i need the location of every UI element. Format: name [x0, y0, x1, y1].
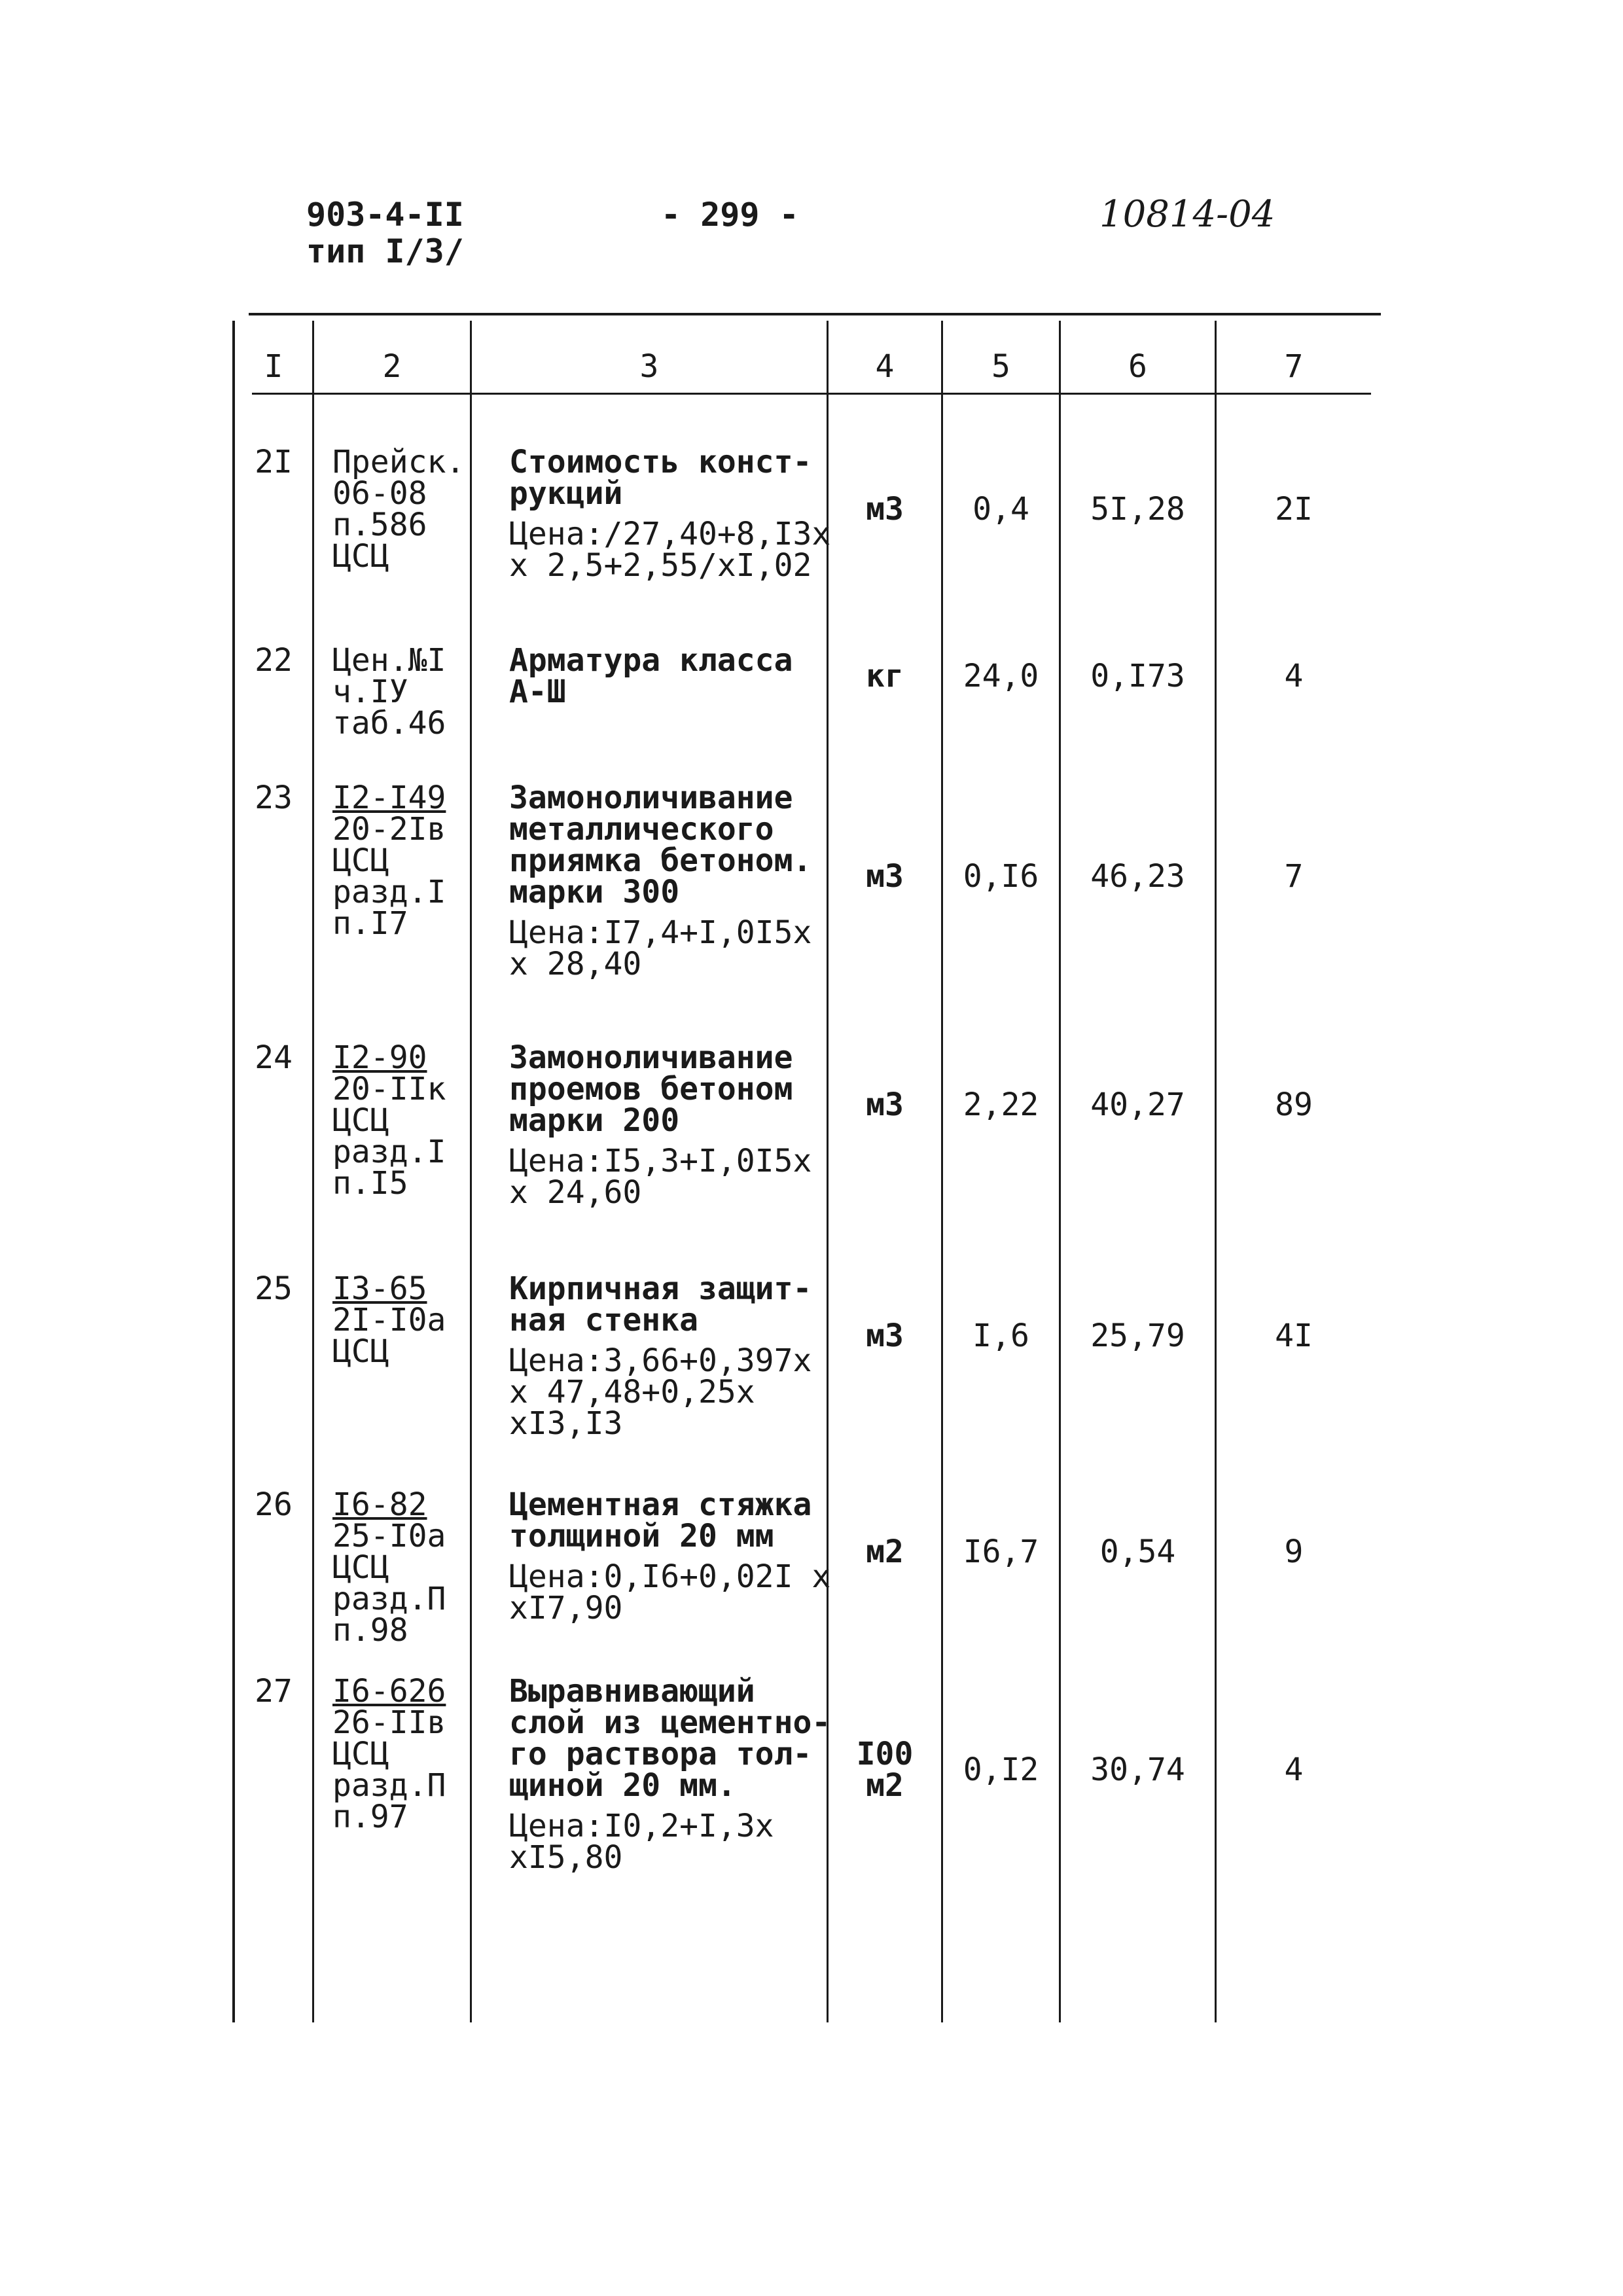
total-cost: 4: [1284, 658, 1304, 694]
work-description: марки 300: [509, 874, 680, 910]
work-description: го раствора тол-: [509, 1736, 812, 1772]
row-number: 25: [255, 1270, 293, 1307]
work-description: проемов бетоном: [509, 1071, 793, 1107]
work-description: ная стенка: [509, 1302, 698, 1338]
work-description: A-Ш: [509, 673, 566, 710]
source-reference: ЦСЦ: [332, 1549, 389, 1586]
unit-cost: 0,I73: [1090, 658, 1185, 694]
quantity: I6,7: [963, 1534, 1039, 1570]
source-reference: 26-IIв: [332, 1704, 446, 1741]
source-reference: ЦСЦ: [332, 1333, 389, 1370]
source-reference: разд.I: [332, 1134, 446, 1170]
page-number: - 299 -: [661, 196, 799, 234]
source-reference: ЦСЦ: [332, 842, 389, 879]
work-description: металлического: [509, 811, 774, 848]
work-description: Замоноличивание: [509, 1039, 793, 1076]
price-formula: xI7,90: [509, 1590, 623, 1626]
row-number: 27: [255, 1673, 293, 1710]
unit-cost: 0,54: [1099, 1534, 1176, 1570]
work-description: рукций: [509, 475, 623, 512]
source-reference: I6-626: [332, 1673, 446, 1710]
quantity: 0,I2: [963, 1751, 1039, 1788]
price-formula: x 28,40: [509, 946, 642, 982]
source-reference: п.98: [332, 1612, 408, 1649]
unit: м2: [866, 1534, 904, 1570]
price-formula: Цена:I7,4+I,0I5x: [509, 914, 812, 951]
source-reference: 2I-I0a: [332, 1302, 446, 1338]
source-reference: I3-65: [332, 1270, 427, 1307]
unit-cost: 25,79: [1090, 1318, 1185, 1354]
source-reference: 25-I0a: [332, 1518, 446, 1554]
total-cost: 9: [1284, 1534, 1304, 1570]
quantity: 24,0: [963, 658, 1039, 694]
unit: м3: [866, 491, 904, 528]
source-reference: Прейск.: [332, 444, 465, 480]
source-reference: I2-90: [332, 1039, 427, 1076]
document-type: тип I/3/: [306, 232, 464, 270]
column-header: 3: [639, 348, 659, 385]
source-reference: 06-08: [332, 475, 427, 512]
row-number: 26: [255, 1486, 293, 1523]
unit-cost: 30,74: [1090, 1751, 1185, 1788]
unit: м3: [866, 1318, 904, 1354]
source-reference: п.586: [332, 507, 427, 543]
work-description: Выравнивающий: [509, 1673, 755, 1710]
document-code: 903-4-II: [306, 196, 464, 234]
source-reference: п.97: [332, 1799, 408, 1835]
column-header: 2: [382, 348, 402, 385]
price-formula: Цена:I0,2+I,3x: [509, 1808, 774, 1844]
total-cost: 2I: [1275, 491, 1313, 528]
quantity: 0,I6: [963, 858, 1039, 895]
work-description: Цементная стяжка: [509, 1486, 812, 1523]
work-description: приямка бетоном.: [509, 842, 812, 879]
price-formula: xI5,80: [509, 1839, 623, 1876]
source-reference: разд.П: [332, 1767, 446, 1804]
total-cost: 7: [1284, 858, 1304, 895]
row-number: 22: [255, 642, 293, 679]
unit: I00 м2: [856, 1736, 914, 1804]
source-reference: п.I7: [332, 905, 408, 942]
source-reference: ЦСЦ: [332, 1736, 389, 1772]
source-reference: п.I5: [332, 1165, 408, 1202]
quantity: I,6: [972, 1318, 1029, 1354]
column-header: 7: [1284, 348, 1304, 385]
work-description: марки 200: [509, 1102, 680, 1139]
column-header: 6: [1128, 348, 1147, 385]
price-formula: x 2,5+2,55/xI,02: [509, 547, 812, 584]
row-number: 23: [255, 780, 293, 816]
source-reference: ЦСЦ: [332, 1102, 389, 1139]
price-formula: Цена:3,66+0,397x: [509, 1342, 812, 1379]
work-description: щиной 20 мм.: [509, 1767, 736, 1804]
price-formula: Цена:/27,40+8,I3x: [509, 516, 831, 552]
column-border: [232, 321, 235, 2022]
source-reference: таб.46: [332, 705, 446, 742]
unit: м3: [866, 858, 904, 895]
source-reference: ч.IУ: [332, 673, 408, 710]
price-formula: Цена:0,I6+0,02I x: [509, 1558, 831, 1595]
unit: кг: [866, 658, 904, 694]
unit-cost: 5I,28: [1090, 491, 1185, 528]
column-border: [312, 321, 314, 2022]
price-formula: x 24,60: [509, 1174, 642, 1211]
price-formula: x 47,48+0,25x: [509, 1374, 755, 1410]
source-reference: I2-I49: [332, 780, 446, 816]
source-reference: разд.I: [332, 874, 446, 910]
work-description: Замоноличивание: [509, 780, 793, 816]
price-formula: Цена:I5,3+I,0I5x: [509, 1143, 812, 1179]
column-border: [470, 321, 472, 2022]
work-description: толщиной 20 мм: [509, 1518, 774, 1554]
column-header: 5: [991, 348, 1010, 385]
unit-cost: 40,27: [1090, 1086, 1185, 1123]
row-number: 2I: [255, 444, 293, 480]
source-reference: 20-2Iв: [332, 811, 446, 848]
source-reference: I6-82: [332, 1486, 427, 1523]
total-cost: 4: [1284, 1751, 1304, 1788]
source-reference: ЦСЦ: [332, 538, 389, 575]
source-reference: Цен.№I: [332, 642, 446, 679]
quantity: 0,4: [972, 491, 1029, 528]
column-header: 4: [875, 348, 895, 385]
total-cost: 4I: [1275, 1318, 1313, 1354]
total-cost: 89: [1275, 1086, 1313, 1123]
source-reference: разд.П: [332, 1581, 446, 1617]
row-number: 24: [255, 1039, 293, 1076]
handwritten-reference: 10814-04: [1099, 193, 1275, 236]
header-bottom-rule: [252, 393, 1371, 395]
unit-cost: 46,23: [1090, 858, 1185, 895]
work-description: слой из цементно-: [509, 1704, 831, 1741]
column-header: I: [264, 348, 283, 385]
table-top-rule: [249, 313, 1381, 315]
quantity: 2,22: [963, 1086, 1039, 1123]
work-description: Кирпичная защит-: [509, 1270, 812, 1307]
price-formula: xI3,I3: [509, 1405, 623, 1442]
source-reference: 20-IIк: [332, 1071, 446, 1107]
unit: м3: [866, 1086, 904, 1123]
work-description: Арматура класса: [509, 642, 793, 679]
work-description: Стоимость конст-: [509, 444, 812, 480]
